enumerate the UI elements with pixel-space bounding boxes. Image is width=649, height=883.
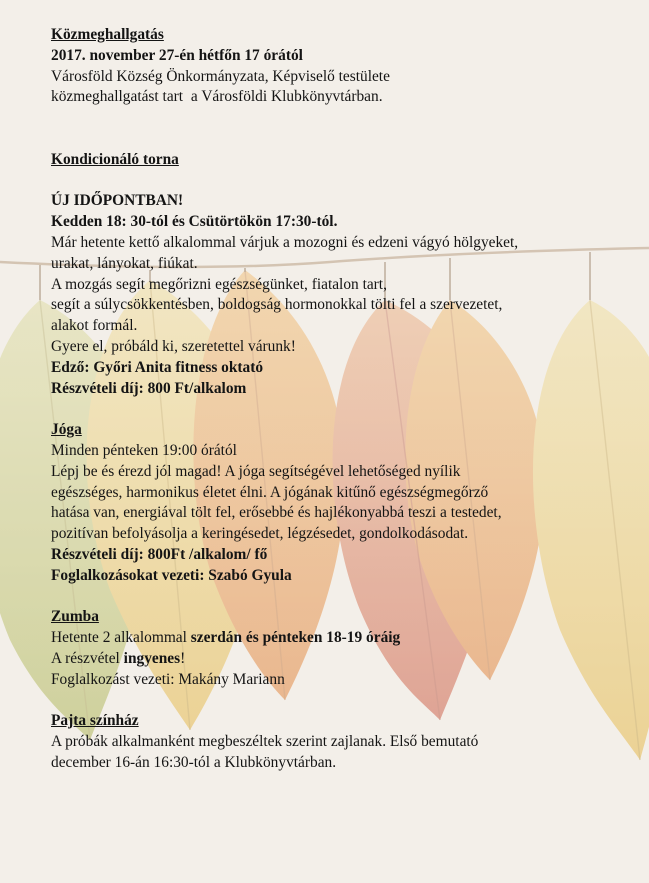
- kondicionalo-fee: Részvételi díj: 800 Ft/alkalom: [51, 379, 247, 397]
- kondicionalo-text3: A mozgás segít megőrizni egészségünket, fiatalon tart,: [51, 275, 387, 293]
- kondicionalo-text6: Gyere el, próbáld ki, szeretettel várunk!: [51, 337, 296, 355]
- zumba-schedule: szerdán és pénteken 18-19 óráig: [190, 629, 401, 647]
- kozmeghallgatas-title: Közmeghallgatás: [51, 26, 164, 43]
- zumba-line1-a: Hetente 2 alkalommal: [51, 629, 187, 647]
- zumba-line2-c: !: [180, 649, 186, 667]
- joga-text1: Lépj be és érezd jól magad! A jóga segítségével lehetőséged nyílik: [51, 462, 461, 480]
- kozmeghallgatas-line2: [51, 87, 631, 108]
- joga-fee: Részvételi díj: 800Ft /alkalom/ fő: [51, 545, 268, 563]
- kondicionalo-title: Kondicionáló torna: [51, 150, 179, 168]
- kozmeghallgatas-line2-b: a Városföldi Klubkönyvtárban.: [190, 88, 383, 106]
- zumba-line2-a: A részvétel: [51, 649, 120, 667]
- section-kozmeghallgatas: [51, 25, 631, 108]
- kozmeghallgatas-line1: Városföld Község Önkormányzata, Képviselő testülete: [51, 67, 390, 85]
- kondicionalo-text5: alakot formál.: [51, 317, 138, 335]
- document-body: [51, 25, 631, 774]
- section-zumba: [51, 607, 631, 690]
- joga-text3: hatása van, energiával tölt fel, erősebbé és hajlékonyabbá teszi a testedet,: [51, 504, 502, 522]
- zumba-line3: Foglalkozást vezeti: Makány Mariann: [51, 670, 285, 688]
- joga-text4: pozitívan befolyásolja a keringésedet, légzésedet, gondolkodásodat.: [51, 525, 469, 543]
- kondicionalo-trainer: Edző: Győri Anita fitness oktató: [51, 358, 264, 376]
- kondicionalo-text2: urakat, lányokat, fiúkat.: [51, 254, 198, 272]
- section-pajta: [51, 711, 631, 773]
- joga-leader: Foglalkozásokat vezeti: Szabó Gyula: [51, 566, 292, 584]
- kondicionalo-text1: Már hetente kettő alkalommal várjuk a mozogni és edzeni vágyó hölgyeket,: [51, 233, 519, 251]
- joga-title: Jóga: [51, 421, 82, 439]
- pajta-text1: A próbák alkalmanként megbeszéltek szerint zajlanak. Első bemutató: [51, 733, 479, 751]
- pajta-title: Pajta színház: [51, 712, 139, 730]
- zumba-title: Zumba: [51, 608, 99, 626]
- kondicionalo-new-time: ÚJ IDŐPONTBAN!: [51, 192, 184, 210]
- kozmeghallgatas-line2-a: közmeghallgatást tart: [51, 88, 184, 106]
- kondicionalo-text4: segít a súlycsökkentésben, boldogság hormonokkal tölti fel a szervezetet,: [51, 296, 503, 314]
- kozmeghallgatas-date: 2017. november 27-én hétfőn 17 órától: [51, 46, 303, 64]
- section-kondicionalo: [51, 150, 631, 400]
- zumba-line2: [51, 649, 631, 670]
- kondicionalo-times: Kedden 18: 30-tól és Csütörtökön 17:30-tól.: [51, 213, 338, 231]
- joga-text2: egészséges, harmonikus életet élni. A jógának kitűnő egészségmegőrző: [51, 483, 489, 501]
- section-joga: [51, 420, 631, 586]
- zumba-free: ingyenes: [123, 649, 181, 667]
- pajta-text2: december 16-án 16:30-tól a Klubkönyvtárban.: [51, 753, 337, 771]
- joga-time: Minden pénteken 19:00 órától: [51, 441, 237, 459]
- zumba-line1: [51, 628, 631, 649]
